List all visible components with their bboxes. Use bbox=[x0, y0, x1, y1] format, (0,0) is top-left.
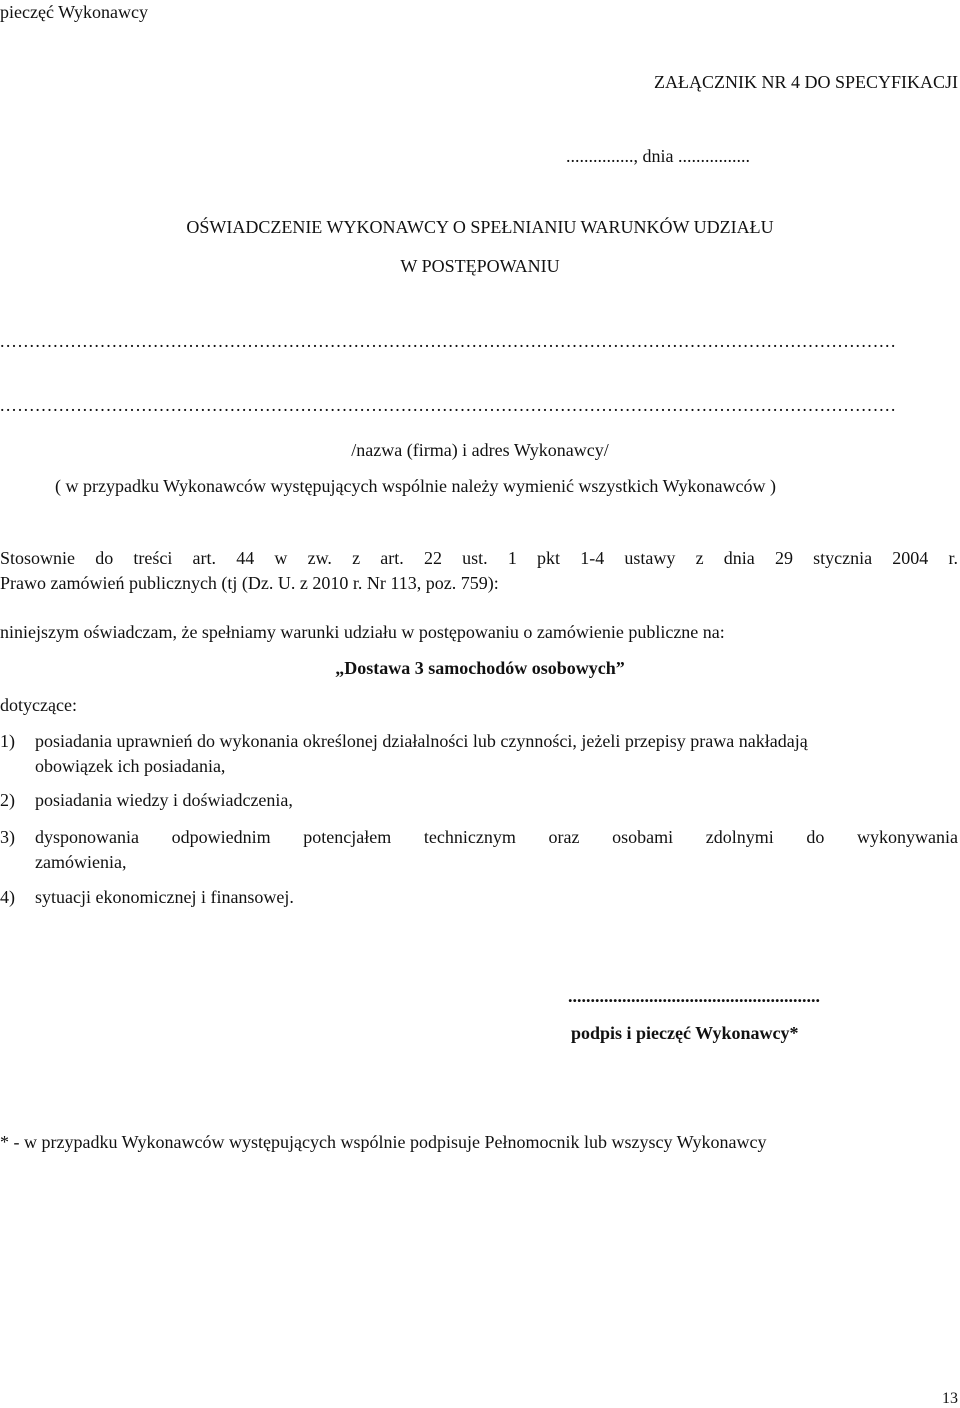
condition-number: 2) bbox=[0, 790, 15, 810]
condition-item bbox=[0, 827, 960, 877]
condition-item bbox=[0, 790, 960, 816]
footnote: * - w przypadku Wykonawców występujących wspólnie podpisuje Pełnomocnik lub wszyscy Wykonawcy bbox=[0, 1132, 767, 1152]
signature-dots: ........................................................ bbox=[568, 986, 820, 1006]
condition-number: 1) bbox=[0, 731, 15, 751]
contractor-dots-line2: ........................................................................................................................................................ bbox=[0, 395, 897, 415]
condition-number: 3) bbox=[0, 827, 15, 847]
page-number: 13 bbox=[942, 1390, 958, 1407]
declaration-text: niniejszym oświadczam, że spełniamy warunki udziału w postępowaniu o zamówienie publiczne na: bbox=[0, 622, 725, 642]
signature-label: podpis i pieczęć Wykonawcy* bbox=[571, 1023, 799, 1043]
condition-text-continued: zamówienia, bbox=[35, 852, 127, 872]
document-title-line1: OŚWIADCZENIE WYKONAWCY O SPEŁNIANIU WARUNKÓW UDZIAŁU bbox=[186, 217, 774, 237]
attachment-title: ZAŁĄCZNIK NR 4 DO SPECYFIKACJI bbox=[653, 72, 958, 92]
procurement-subject: „Dostawa 3 samochodów osobowych” bbox=[335, 658, 625, 678]
condition-text: posiadania wiedzy i doświadczenia, bbox=[35, 790, 293, 810]
condition-item bbox=[0, 887, 960, 913]
condition-text: sytuacji ekonomicznej i finansowej. bbox=[35, 887, 294, 907]
legal-basis-line2: Prawo zamówień publicznych (tj (Dz. U. z 2010 r. Nr 113, poz. 759): bbox=[0, 573, 499, 593]
contractor-dots-line1: ........................................................................................................................................................ bbox=[0, 331, 897, 351]
stamp-label: pieczęć Wykonawcy bbox=[0, 2, 149, 22]
condition-item bbox=[0, 731, 960, 781]
condition-number: 4) bbox=[0, 887, 15, 907]
condition-text-continued: obowiązek ich posiadania, bbox=[35, 756, 226, 776]
legal-basis-line1: Stosownie do treści art. 44 w zw. z art. 22 ust. 1 pkt 1-4 ustawy z dnia 29 stycznia 2004 r. bbox=[0, 548, 958, 568]
joint-contractors-note: ( w przypadku Wykonawców występujących wspólnie należy wymienić wszystkich Wykonawców ) bbox=[55, 476, 776, 496]
contractor-name-caption: /nazwa (firma) i adres Wykonawcy/ bbox=[351, 440, 609, 460]
document-title-line2: W POSTĘPOWANIU bbox=[400, 256, 560, 276]
condition-text: posiadania uprawnień do wykonania określonej działalności lub czynności, jeżeli przepisy prawa nakładają bbox=[35, 731, 808, 751]
concerning-label: dotyczące: bbox=[0, 695, 77, 715]
condition-text: dysponowania odpowiednim potencjałem technicznym oraz osobami zdolnymi do wykonywania bbox=[35, 827, 958, 847]
date-line: ..............., dnia ................ bbox=[566, 146, 750, 166]
